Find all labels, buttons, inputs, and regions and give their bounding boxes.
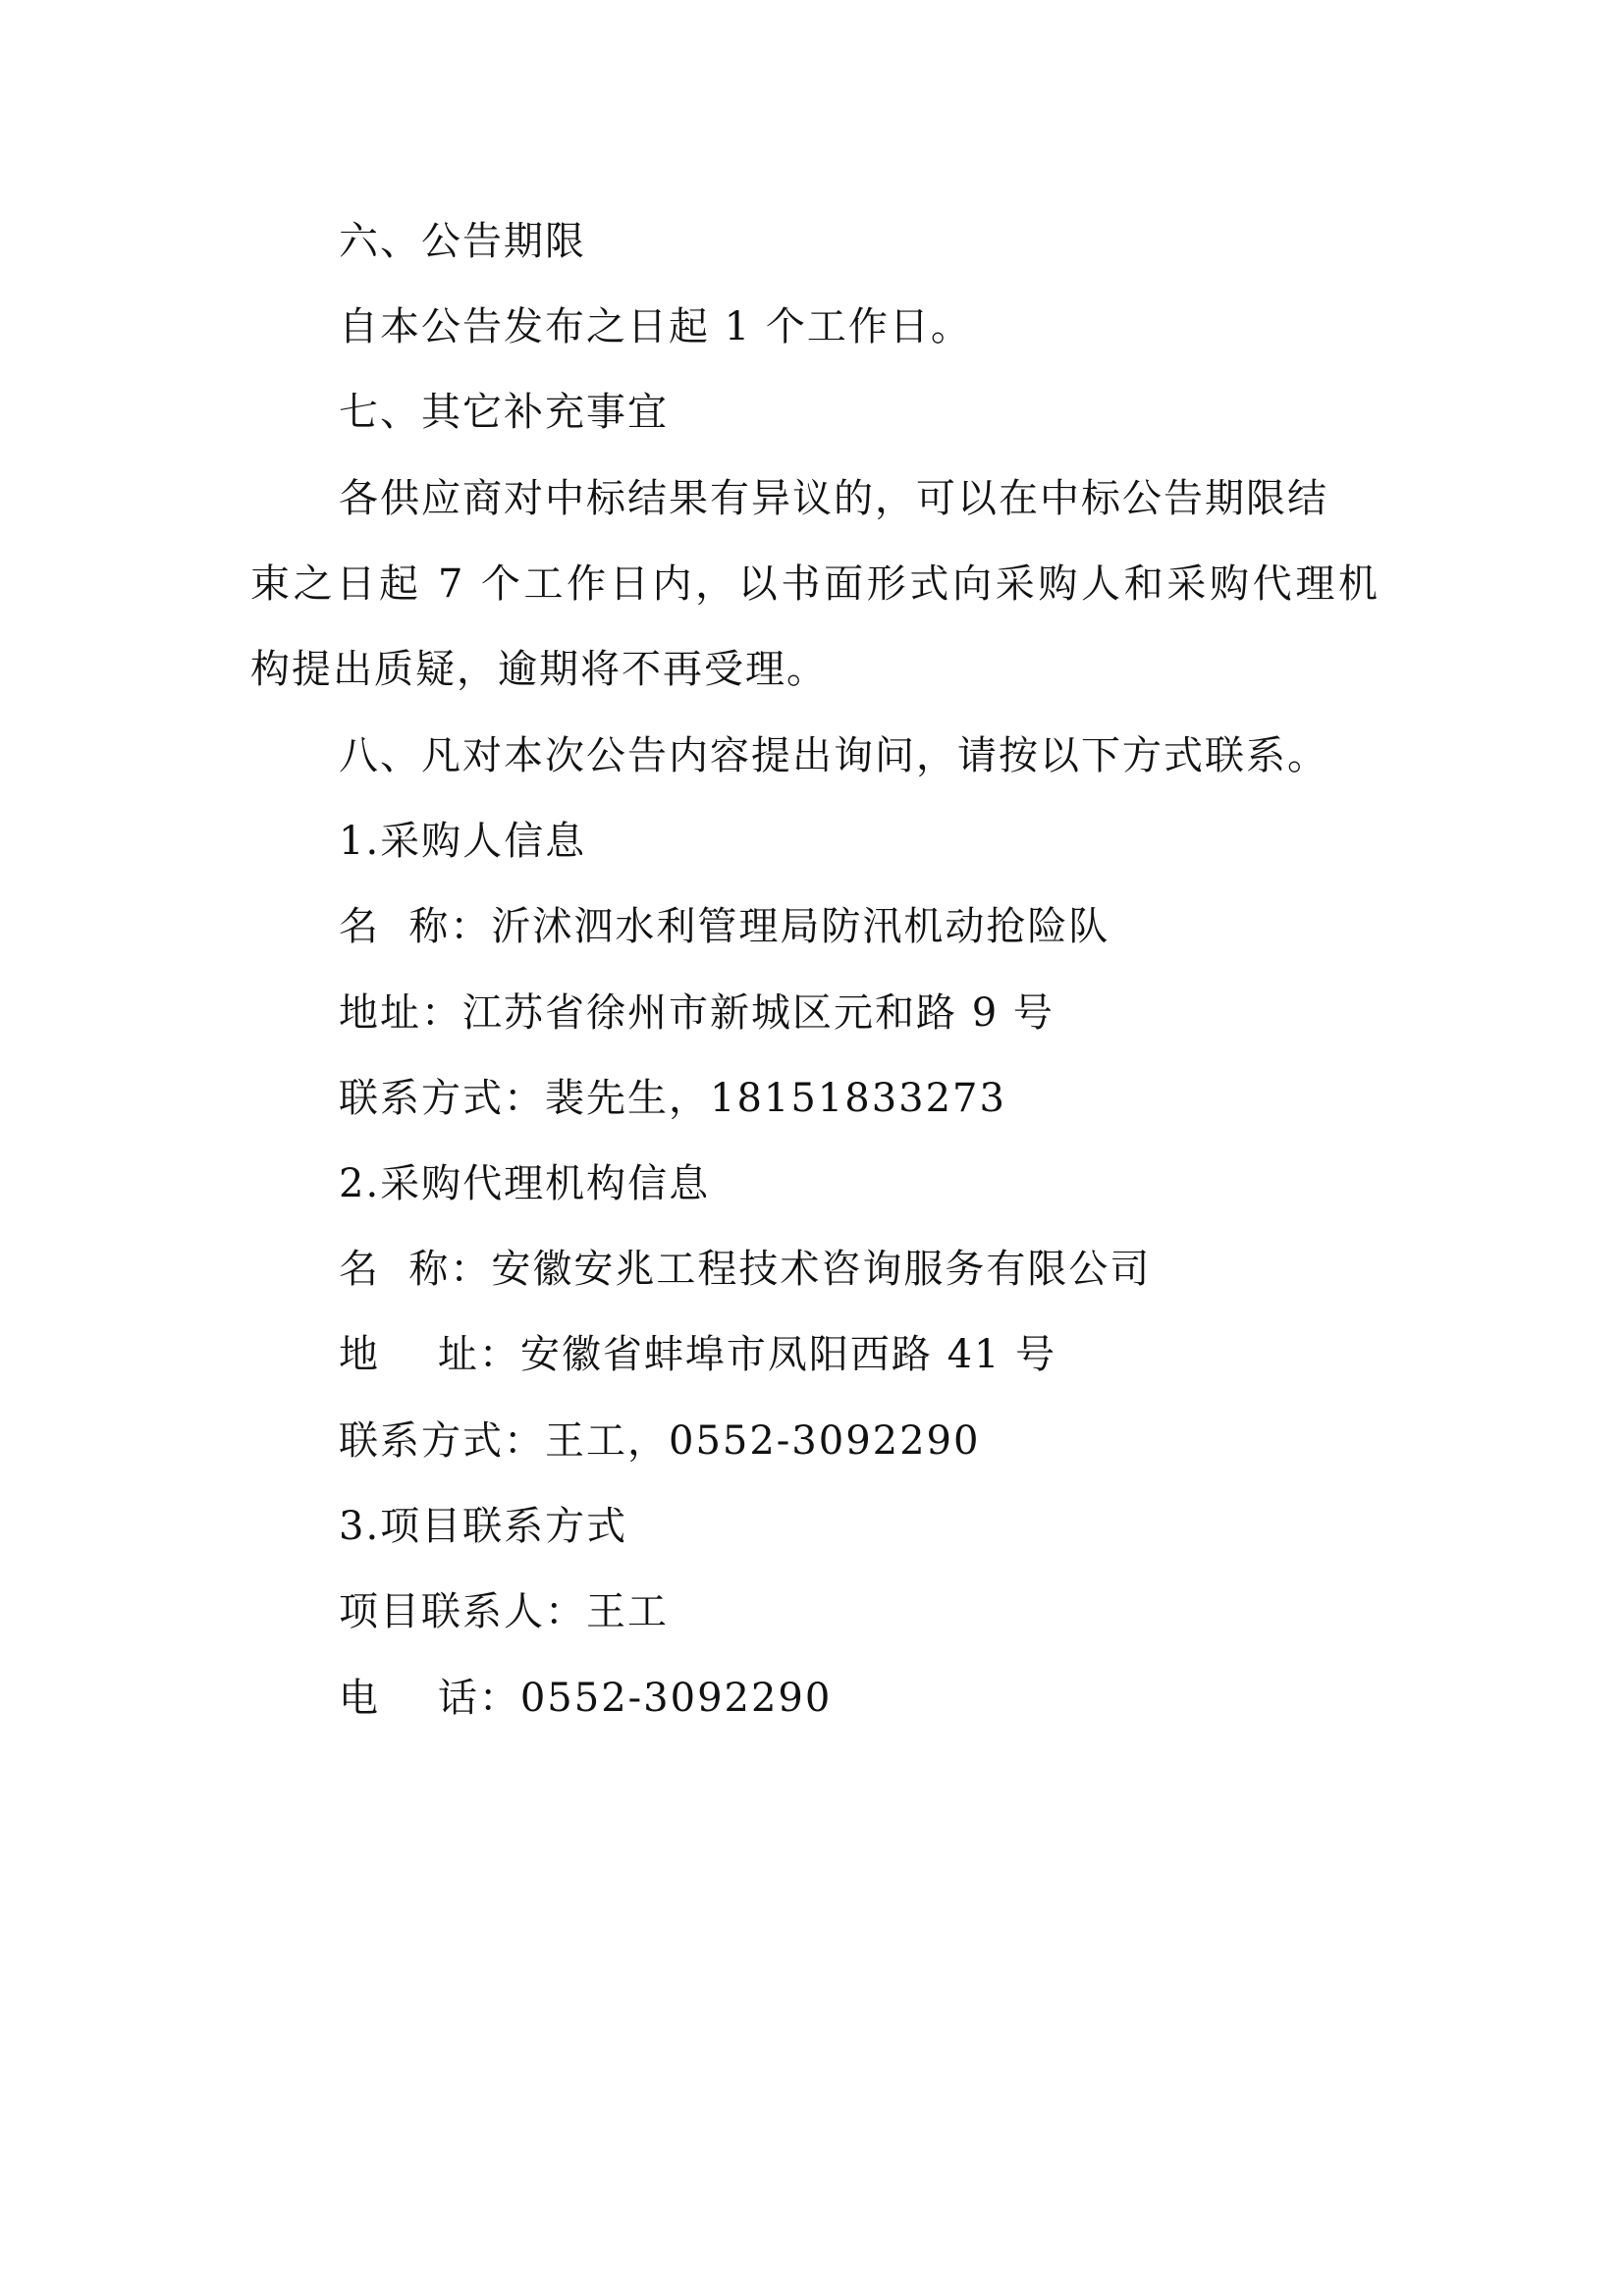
section-6-body: 自本公告发布之日起 1 个工作日。 — [339, 304, 972, 349]
section-7-body-line-3: 构提出质疑，逾期将不再受理。 — [250, 647, 828, 692]
purchaser-contact: 联系方式：裴先生，18151833273 — [339, 1076, 1006, 1121]
purchaser-address: 地址：江苏省徐州市新城区元和路 9 号 — [339, 990, 1055, 1036]
agency-name: 名 称：安徽安兆工程技术咨询服务有限公司 — [339, 1247, 1152, 1292]
purchaser-name: 名 称：沂沭泗水利管理局防汛机动抢险队 — [339, 904, 1110, 949]
agency-heading: 2.采购代理机构信息 — [339, 1161, 711, 1206]
agency-address: 地 址：安徽省蚌埠市凤阳西路 41 号 — [339, 1332, 1057, 1377]
section-7-body-line-1: 各供应商对中标结果有异议的，可以在中标公告期限结 — [339, 476, 1328, 521]
section-8-heading: 八、凡对本次公告内容提出询问，请按以下方式联系。 — [339, 733, 1328, 778]
project-contact-person: 项目联系人：王工 — [339, 1589, 669, 1634]
agency-contact: 联系方式：王工，0552-3092290 — [339, 1418, 981, 1464]
section-7-body-line-2: 束之日起 7 个工作日内，以书面形式向采购人和采购代理机 — [250, 561, 1380, 607]
purchaser-heading: 1.采购人信息 — [339, 819, 587, 864]
project-contact-phone: 电 话：0552-3092290 — [339, 1676, 833, 1721]
section-7-heading: 七、其它补充事宜 — [339, 390, 669, 435]
section-6-heading: 六、公告期限 — [339, 219, 586, 264]
project-contact-heading: 3.项目联系方式 — [339, 1504, 628, 1549]
